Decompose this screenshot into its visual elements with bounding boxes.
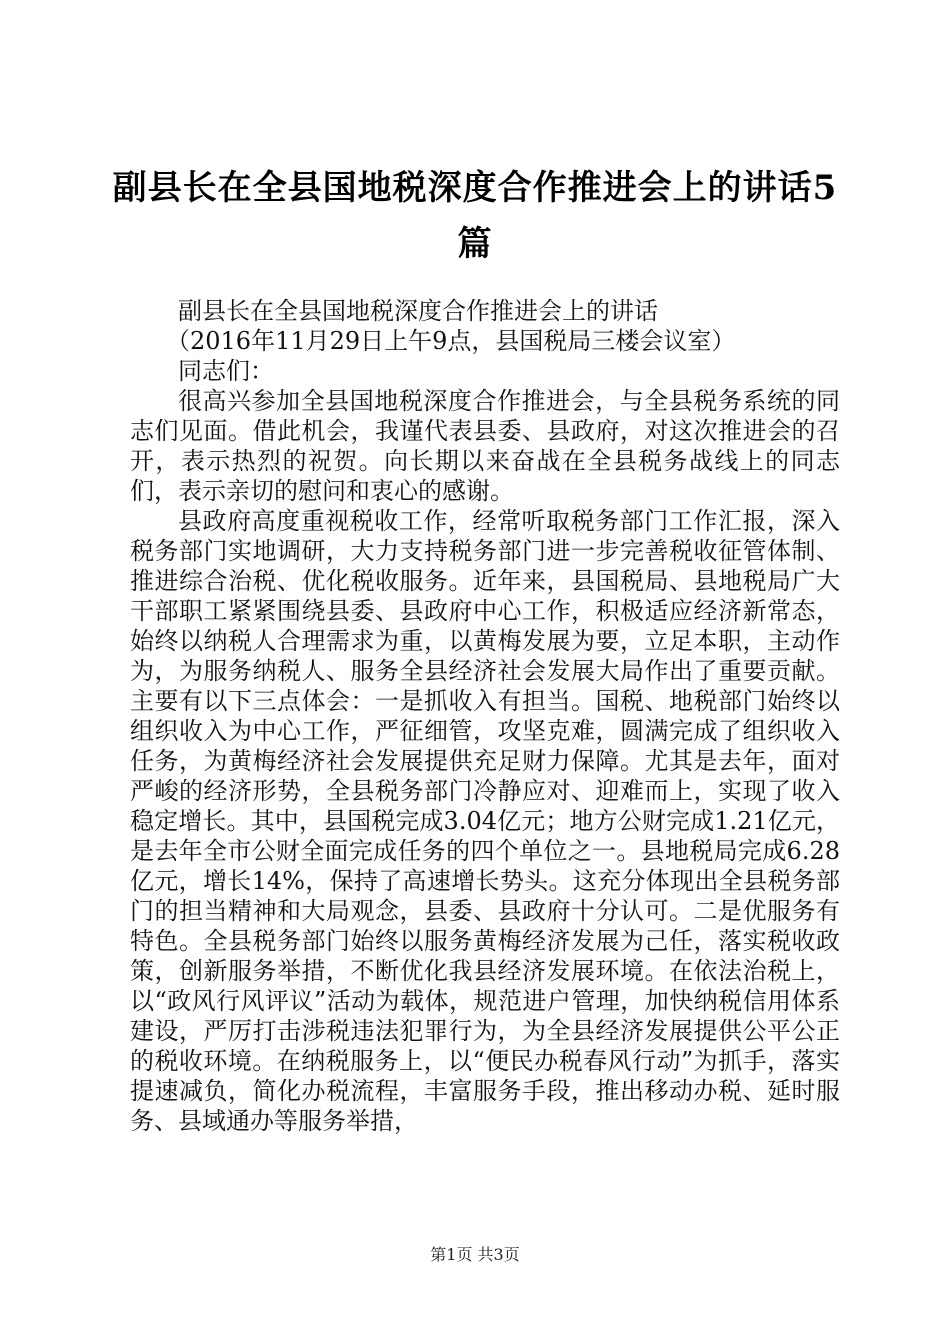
speech-subtitle: 副县长在全县国地税深度合作推进会上的讲话 xyxy=(178,297,658,325)
paragraph: 很高兴参加全县国地税深度合作推进会，与全县税务系统的同志们见面。借此机会，我谨代表县委、县政府，对这次推进会的召开，表示热烈的祝贺。向长期以来奋战在全县税务战线上的同志们，表示亲切的慰问和衷心的感谢。 xyxy=(130,387,840,505)
page-number-footer: 第1页 共3页 xyxy=(430,1245,520,1264)
document-body xyxy=(130,296,840,1136)
date-location-line: （2016年11月29日上午9点，县国税局三楼会议室） xyxy=(166,327,736,355)
document-title: 副县长在全县国地税深度合作推进会上的讲话5篇 xyxy=(112,168,838,264)
paragraph: 县政府高度重视税收工作，经常听取税务部门工作汇报，深入税务部门实地调研，大力支持税务部门进一步完善税收征管体制、推进综合治税、优化税收服务。近年来，县国税局、县地税局广大干部职工紧紧围绕县委、县政府中心工作，积极适应经济新常态，始终以纳税人合理需求为重，以黄梅发展为要，立足本职，主动作为，为服务纳税人、服务全县经济社会发展大局作出了重要贡献。主要有以下三点体会：一是抓收入有担当。国税、地税部门始终以组织收入为中心工作，严征细管，攻坚克难，圆满完成了组织收入任务，为黄梅经济社会发展提供充足财力保障。尤其是去年，面对严峻的经济形势，全县税务部门冷静应对、迎难而上，实现了收入稳定增长。其中，县国税完成3.04亿元；地方公财完成1.21亿元，是去年全市公财全面完成任务的四个单位之一。县地税局完成6.28亿元，增长14%，保持了高速增长势头。这充分体现出全县税务部门的担当精神和大局观念，县委、县政府十分认可。二是优服务有特色。全县税务部门始终以服务黄梅经济发展为己任，落实税收政策，创新服务举措，不断优化我县经济发展环境。在依法治税上，以“政风行风评议”活动为载体，规范进户管理，加快纳税信用体系建设，严厉打击涉税违法犯罪行为，为全县经济发展提供公平公正的税收环境。在纳税服务上，以“便民办税春风行动”为抓手，落实提速减负，简化办税流程，丰富服务手段，推出移动办税、延时服务、县域通办等服务举措， xyxy=(130,507,840,1135)
salutation: 同志们： xyxy=(178,357,274,385)
